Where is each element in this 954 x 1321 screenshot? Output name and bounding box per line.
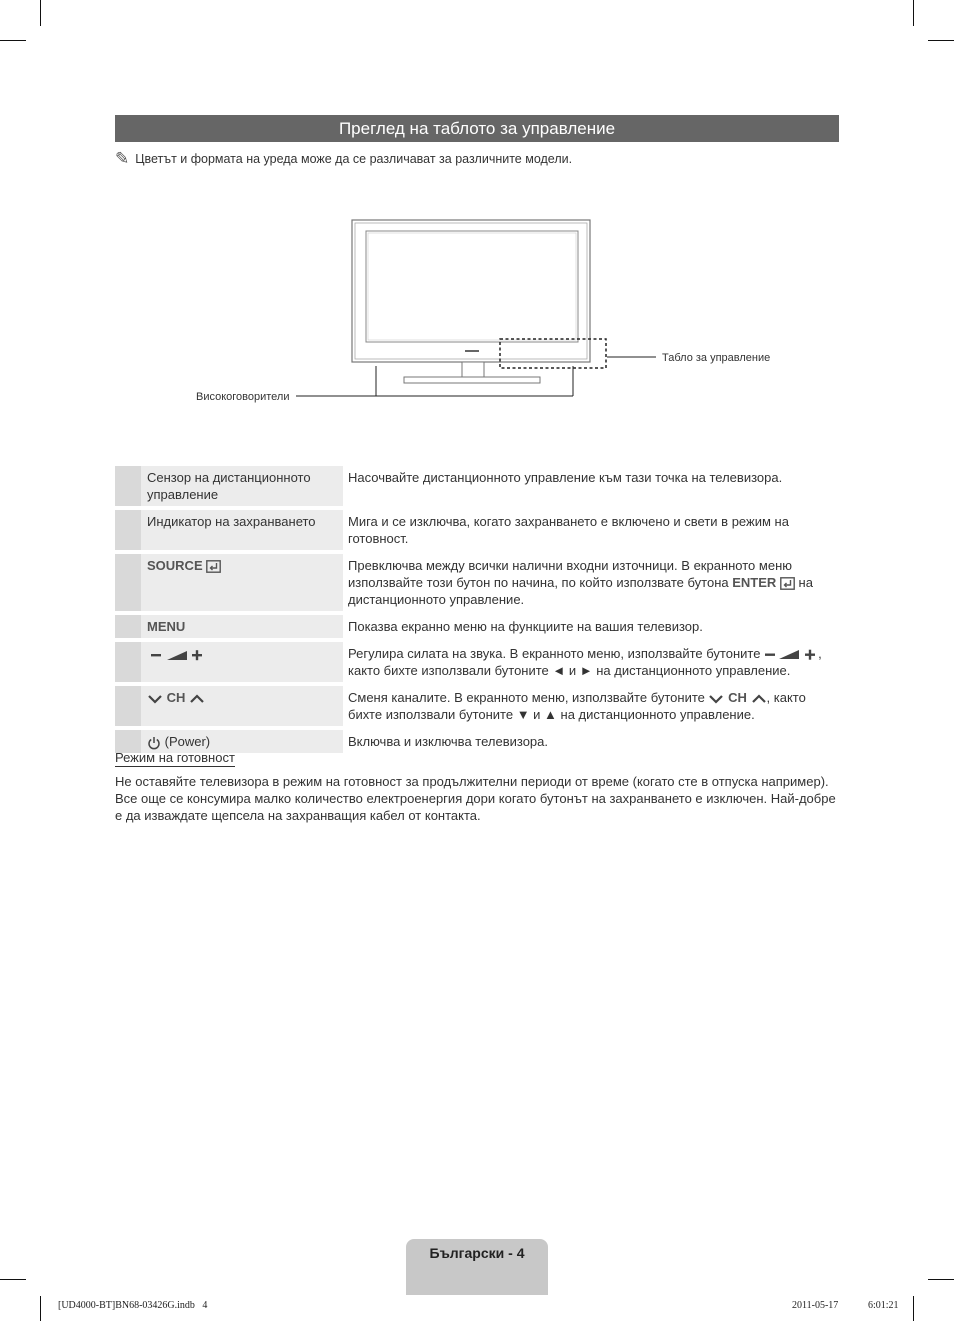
part-description: Превключва между всички налични входни източници. В екранното меню използвайте този бутон по начина, по който използвате бутона ENTER на дистанционното управление. (348, 558, 813, 607)
control-panel-table (115, 462, 839, 757)
crop-mark (0, 1279, 26, 1280)
note (115, 150, 572, 167)
part-name: Индикатор на захранването (141, 510, 343, 550)
tv-illustration (0, 200, 954, 410)
source-button-label: SOURCE (147, 558, 203, 573)
power-icon (147, 736, 161, 750)
row-marker (115, 466, 141, 506)
print-date: 2011-05-17 (792, 1300, 839, 1311)
source-enter-icon (206, 560, 221, 573)
row-marker (115, 686, 141, 726)
table-row (115, 615, 839, 638)
standby-text: Не оставяйте телевизора в режим на готовност за продължителни периоди от време (когато сте в отпуска например). Все още се консумира малко количество електроенергия дори когато бутонът на захранването е изключен. Най-добре е да изваждате щепсела на захранващия кабел от контакта. (115, 774, 836, 823)
table-row (115, 510, 839, 550)
chevron-down-icon (147, 693, 163, 705)
part-name (141, 554, 343, 611)
enter-icon (780, 577, 795, 590)
part-description: Мига и се изключва, когато захранването е включено и свети в режим на готовност. (348, 514, 789, 546)
print-time: 6:01:21 (868, 1300, 899, 1311)
crop-mark (913, 1296, 914, 1321)
part-description: Включва и изключва телевизора. (348, 734, 548, 749)
note-text: Цветът и формата на уреда може да се различават за различните модели. (135, 151, 573, 166)
part-description: Регулира силата на звука. В екранното меню, използвайте бутоните , както бихте използвали бутоните ◄ и ► на дистанционното управление. (348, 646, 822, 678)
table-row (115, 554, 839, 611)
chevron-down-icon (708, 693, 724, 705)
row-marker (115, 510, 141, 550)
table-row (115, 686, 839, 726)
row-marker (115, 615, 141, 638)
part-name: Сензор на дистанционното управление (141, 466, 343, 506)
part-name (141, 686, 343, 726)
chevron-up-icon (751, 693, 767, 705)
table-row (115, 642, 839, 682)
power-button-label: (Power) (164, 734, 211, 749)
crop-mark (40, 1296, 41, 1321)
part-name (141, 642, 343, 682)
volume-minus-plus-icon (147, 648, 203, 662)
crop-mark (913, 0, 914, 26)
table-row (115, 466, 839, 506)
pencil-note-icon: ✎ (115, 149, 130, 168)
chevron-up-icon (189, 693, 205, 705)
control-panel-label: Табло за управление (662, 352, 771, 364)
menu-button-label: MENU (147, 619, 186, 634)
part-description: Показва екранно меню на функциите на вашия телевизор. (348, 619, 703, 634)
ch-button-label: CH (166, 690, 186, 705)
crop-mark (928, 40, 954, 41)
part-description: Сменя каналите. В екранното меню, използвайте бутоните CH , както бихте използвали бутоните ▼ и ▲ на дистанционното управление. (348, 690, 806, 722)
standby-heading: Режим на готовност (115, 750, 235, 765)
page-title-text: Преглед на таблото за управление (338, 118, 616, 138)
crop-mark (928, 1279, 954, 1280)
row-marker (115, 642, 141, 682)
crop-mark (0, 40, 26, 41)
volume-minus-plus-icon (764, 648, 818, 661)
speakers-label: Високоговорители (196, 391, 290, 403)
page-title (115, 115, 839, 142)
part-name (141, 615, 343, 638)
page-number-tab (406, 1239, 548, 1295)
print-file-slug: [UD4000-BT]BN68-03426G.indb 4 (58, 1300, 208, 1311)
tv-diagram (0, 200, 954, 415)
page-number: Български - 4 (429, 1245, 525, 1261)
part-description: Насочвайте дистанционното управление към тази точка на телевизора. (348, 470, 783, 485)
crop-mark (40, 0, 41, 26)
row-marker (115, 554, 141, 611)
